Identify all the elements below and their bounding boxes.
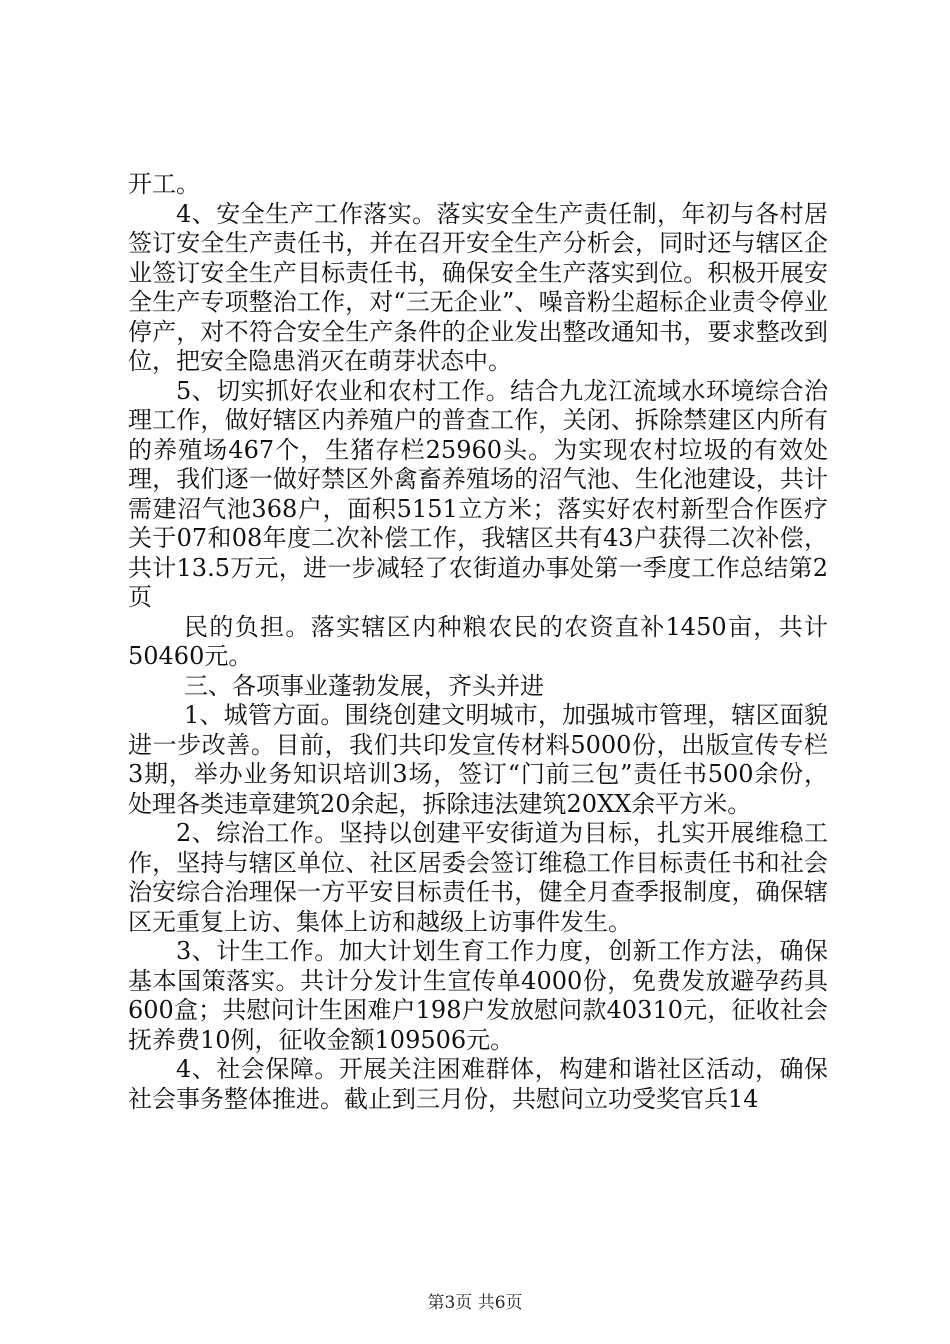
paragraph-0: 开工。 xyxy=(128,170,200,198)
paragraph-urban-management: 1、城管方面。围绕创建文明城市，加强城市管理，辖区面貌进一步改善。目前，我们共印发宣传材料5000份，出版宣传专栏3期，举办业务知识培训3场，签订“门前三包”责任书500余份，处理各类违章建筑20余起，拆除违法建筑20XX余平方米。 xyxy=(128,701,828,818)
page-footer: 第3页 共6页 xyxy=(427,1293,523,1313)
paragraph-social-security: 4、社会保障。开展关注困难群体，构建和谐社区活动，确保社会事务整体推进。截止到三月份，共慰问立功受奖官兵14 xyxy=(128,1055,828,1113)
paragraph-agriculture: 5、切实抓好农业和农村工作。结合九龙江流域水环境综合治理工作，做好辖区内养殖户的普查工作，关闭、拆除禁建区内所有的养殖场467个，生猪存栏25960头。为实现农村垃圾的有效处理，我们逐一做好禁区外禽畜养殖场的沼气池、生化池建设，共计需建沼气池368户，面积5151立方米；落实好农村新型合作医疗关于07和08年度二次补偿工作，我辖区共有43户获得二次补偿，共计13.5万元，进一步减轻了农街道办事处第一季度工作总结第2页 xyxy=(128,376,828,611)
paragraph-farmers: 民的负担。落实辖区内种粮农民的农资直补1450亩，共计50460元。 xyxy=(128,612,828,670)
section-heading: 三、各项事业蓬勃发展，齐头并进 xyxy=(184,671,544,700)
paragraph-public-security: 2、综治工作。坚持以创建平安街道为目标，扎实开展维稳工作，坚持与辖区单位、社区居委会签订维稳工作目标责任书和社会治安综合治理保一方平安目标责任书，健全月查季报制度，确保辖区无重复上访、集体上访和越级上访事件发生。 xyxy=(128,819,828,936)
document-body xyxy=(128,170,828,1114)
paragraph-family-planning: 3、计生工作。加大计划生育工作力度，创新工作方法，确保基本国策落实。共计分发计生宣传单4000份，免费发放避孕药具600盒；共慰问计生困难户198户发放慰问款40310元，征收社会抚养费10例，征收金额109506元。 xyxy=(128,937,828,1054)
paragraph-safety: 4、安全生产工作落实。落实安全生产责任制，年初与各村居签订安全生产责任书，并在召开安全生产分析会，同时还与辖区企业签订安全生产目标责任书，确保安全生产落实到位。积极开展安全生产专项整治工作，对“三无企业”、噪音粉尘超标企业责令停业停产，对不符合安全生产条件的企业发出整改通知书，要求整改到位，把安全隐患消灭在萌芽状态中。 xyxy=(128,199,828,375)
